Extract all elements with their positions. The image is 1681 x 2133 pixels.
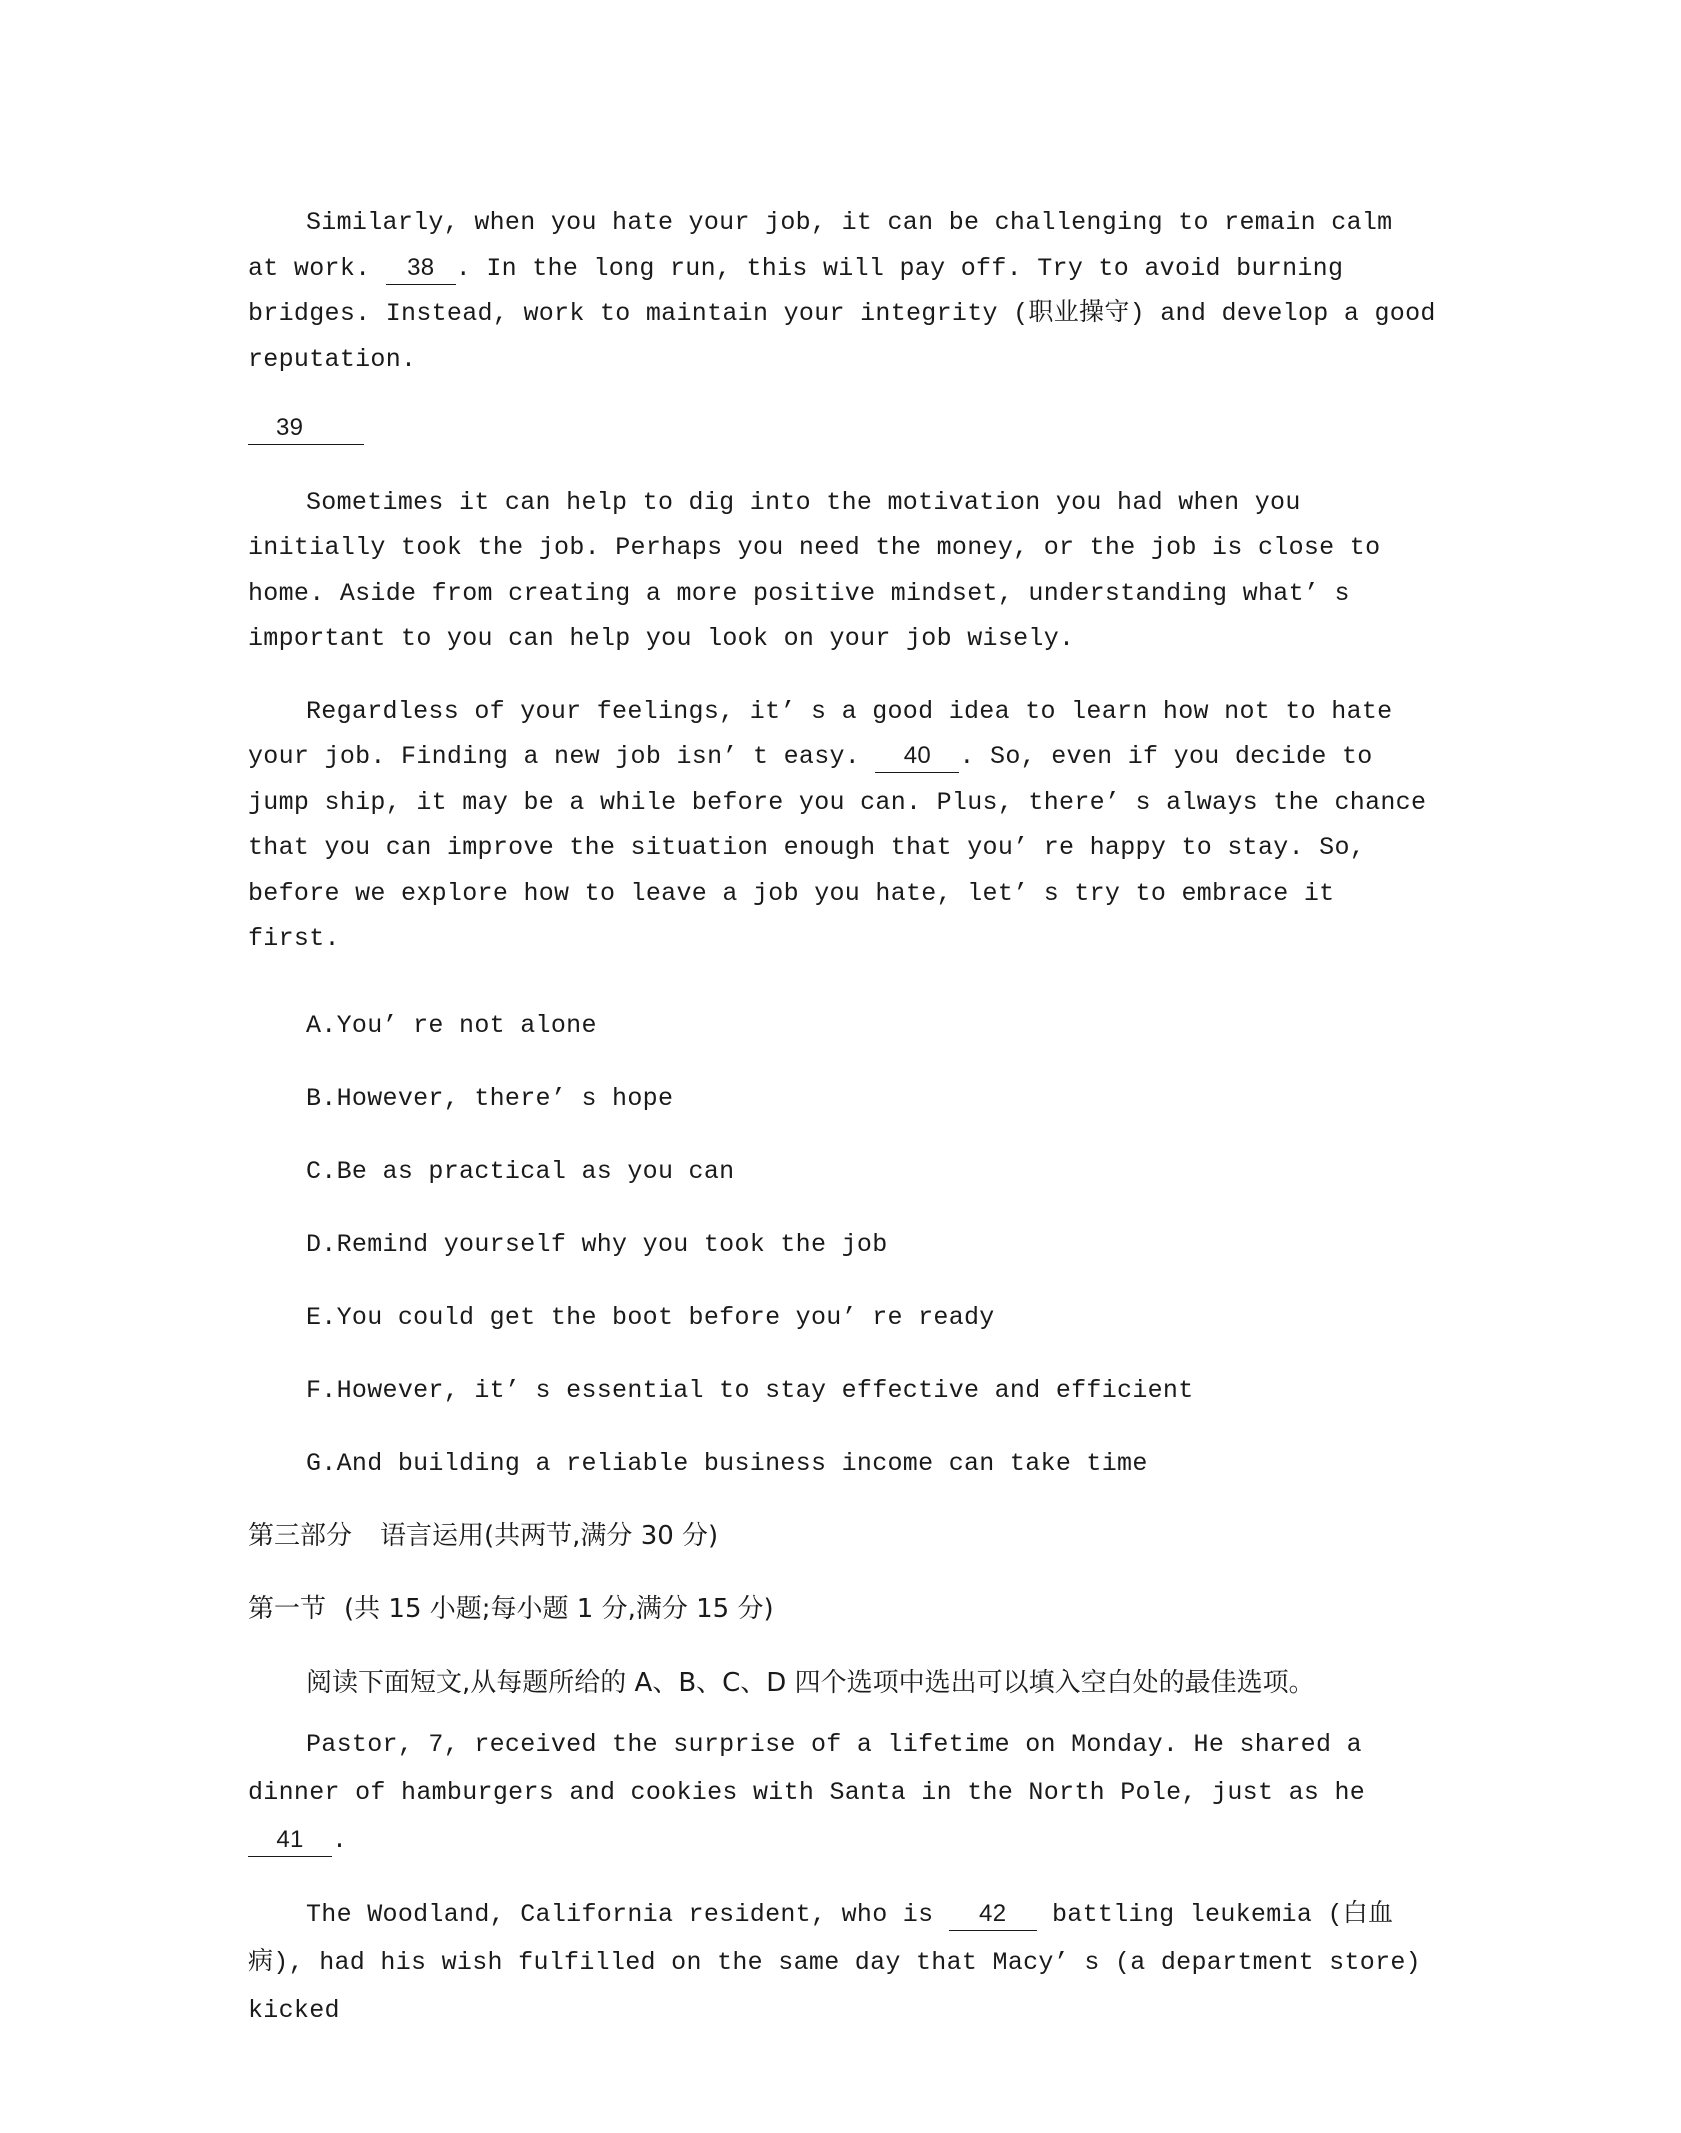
part-three-heading — [248, 1500, 1438, 1573]
option-g: G.And building a reliable business income can take time — [306, 1448, 1148, 1478]
option-b: B.However, there’ s hope — [306, 1083, 674, 1113]
paragraph-text: battling leukemia (白血病), had his wish fulfilled on the same day that Macy’ s (a department store) kicked — [248, 1899, 1421, 2025]
paragraph-similarly — [248, 200, 1438, 382]
paragraph-text: . So, even if you decide to jump ship, it may be a while before you can. Plus, there’ s always the chance that you can improve the situation enough that you’ re happy to stay. So, before we explore how to leave a job you hate, let’ s try to embrace it first. — [248, 742, 1427, 953]
answer-blank-42: 42 — [949, 1898, 1037, 1931]
part-title: 第三部分 — [248, 1520, 353, 1551]
answer-blank-38: 38 — [386, 252, 456, 285]
option-e: E.You could get the boot before you’ re ready — [306, 1302, 995, 1332]
paragraph-woodland — [248, 1891, 1438, 2035]
part-subtitle: 语言运用(共两节,满分 30 分) — [380, 1520, 719, 1551]
blank-number: 39 — [276, 414, 304, 441]
instruction-text: 阅读下面短文,从每题所给的 A、B、C、D 四个选项中选出可以填入空白处的最佳选项。 — [306, 1667, 1315, 1698]
option-f: F.However, it’ s essential to stay effective and efficient — [306, 1375, 1194, 1405]
option-c: C.Be as practical as you can — [306, 1156, 735, 1186]
paragraph-sometimes: Sometimes it can help to dig into the motivation you had when you initially took the job. Perhaps you need the money, or the job is close to home. Aside from creating a more positive mindset, understanding what’ s important to you can help you look on your job wisely. — [248, 487, 1381, 653]
option-d: D.Remind yourself why you took the job — [306, 1229, 888, 1259]
option-list — [248, 989, 1438, 1500]
answer-blank-40: 40 — [875, 740, 959, 773]
option-a: A.You’ re not alone — [306, 1010, 597, 1040]
section-one-heading — [248, 1573, 1438, 1646]
document-page — [248, 200, 1438, 2035]
section-title: 第一节 — [248, 1593, 327, 1624]
paragraph-regardless — [248, 689, 1438, 962]
paragraph-text: Pastor, 7, received the surprise of a lifetime on Monday. He shared a dinner of hamburgers and cookies with Santa in the North Pole, just as he — [248, 1729, 1366, 1807]
paragraph-text: Similarly, when you hate your job, it can be challenging to remain calm at work. — [248, 208, 1393, 283]
paragraph-text: Regardless of your feelings, it’ s a good idea to learn how not to hate your job. Finding a new job isn’ t easy. — [248, 696, 1393, 771]
paragraph-text: . — [332, 1825, 348, 1855]
section-subtitle: (共 15 小题;每小题 1 分,满分 15 分) — [344, 1593, 774, 1624]
paragraph-text: . In the long run, this will pay off. Try to avoid burning bridges. Instead, work to maintain your integrity (职业操守) and develop a good reputation. — [248, 253, 1436, 374]
paragraph-text: The Woodland, California resident, who is — [306, 1899, 949, 1929]
heading-blank-39-row — [248, 406, 1438, 452]
answer-blank-41: 41 — [248, 1824, 332, 1857]
paragraph-pastor — [248, 1721, 1438, 1865]
heading-blank-39 — [248, 412, 364, 445]
